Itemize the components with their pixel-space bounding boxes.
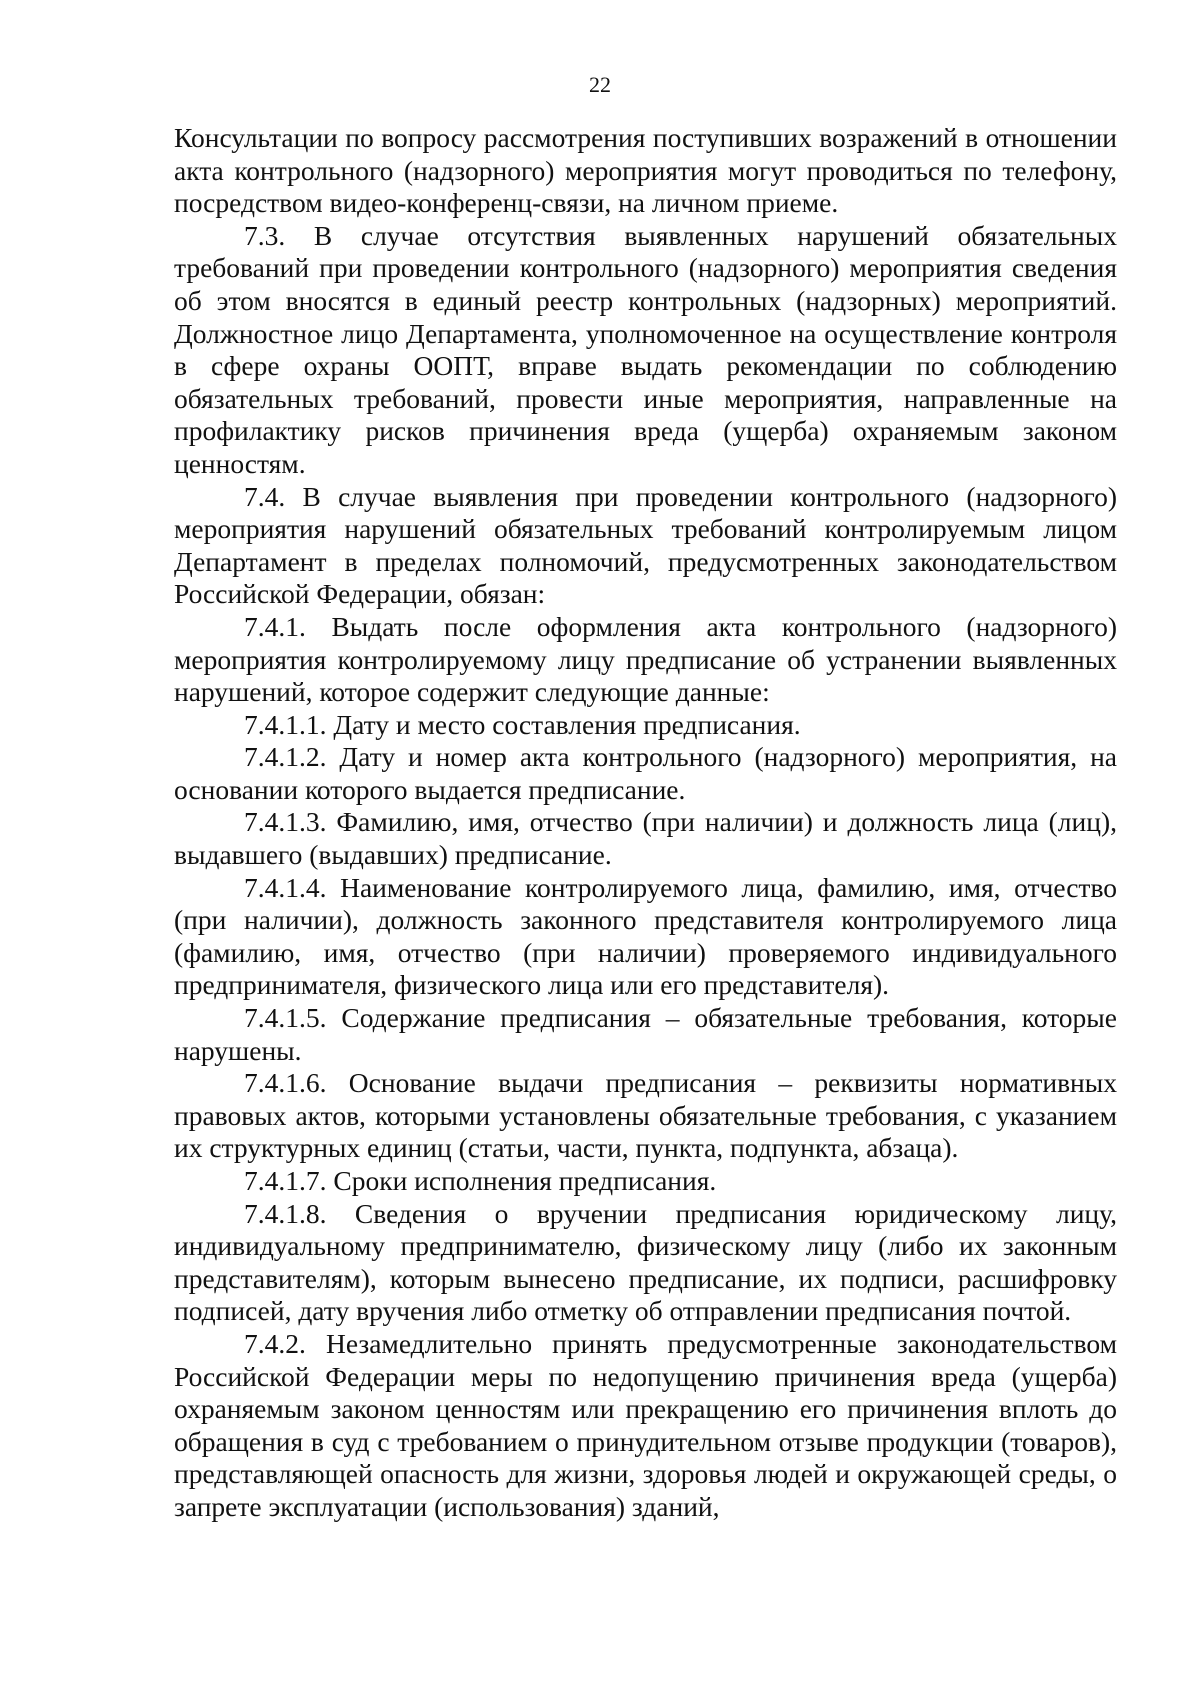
paragraph: 7.4. В случае выявления при проведении контрольного (надзорного) мероприятия нарушений обязательных требований контролируемым лицом Департамент в пределах полномочий, предусмотренных законодательством Российской Федерации, обязан: xyxy=(174,480,1117,610)
paragraph: 7.4.1.7. Сроки исполнения предписания. xyxy=(244,1165,717,1196)
paragraph: 7.4.2. Незамедлительно принять предусмотренные законодательством Российской Федерации меры по недопущению причинения вреда (ущерба) охраняемым законом ценностям или прекращению его причинения вплоть до обращения в суд с требованием о принудительном отзыве продукции (товаров), представляющей опасность для жизни, здоровья людей и окружающей среды, о запрете эксплуатации (использования) зданий, xyxy=(174,1327,1117,1522)
paragraph: Консультации по вопросу рассмотрения поступивших возражений в отношении акта контрольного (надзорного) мероприятия могут проводиться по телефону, посредством видео-конференц-связи, на личном приеме. xyxy=(174,122,1117,219)
paragraph: 7.3. В случае отсутствия выявленных нарушений обязательных требований при проведении контрольного (надзорного) мероприятия сведения об этом вносятся в единый реестр контрольных (надзорных) мероприятий. Должностное лицо Департамента, уполномоченное на осуществление контроля в сфере охраны ООПТ, вправе выдать рекомендации по соблюдению обязательных требований, провести иные мероприятия, направленные на профилактику рисков причинения вреда (ущерба) охраняемым законом ценностям. xyxy=(174,219,1117,479)
paragraph: 7.4.1.2. Дату и номер акта контрольного (надзорного) мероприятия, на основании которого выдается предписание. xyxy=(174,741,1117,805)
paragraph: 7.4.1.1. Дату и место составления предписания. xyxy=(244,708,801,740)
paragraph: 7.4.1.4. Наименование контролируемого лица, фамилию, имя, отчество (при наличии), должность законного представителя контролируемого лица (фамилию, имя, отчество (при наличии) проверяемого индивидуального предпринимателя, физического лица или его представителя). xyxy=(174,871,1117,1001)
page-number: 22 xyxy=(589,72,611,97)
paragraph: 7.4.1.5. Содержание предписания – обязательные требования, которые нарушены. xyxy=(174,1002,1117,1066)
paragraph: 7.4.1.6. Основание выдачи предписания – реквизиты нормативных правовых актов, которыми установлены обязательные требования, с указанием их структурных единиц (статьи, части, пункта, подпункта, абзаца). xyxy=(174,1067,1117,1164)
document-body xyxy=(174,122,1117,1524)
paragraph: 7.4.1.8. Сведения о вручении предписания юридическому лицу, индивидуальному предпринимателю, физическому лицу (либо их законным представителям), которым вынесено предписание, их подписи, расшифровку подписей, дату вручения либо отметку об отправлении предписания почтой. xyxy=(174,1197,1117,1327)
paragraph: 7.4.1. Выдать после оформления акта контрольного (надзорного) мероприятия контролируемому лицу предписание об устранении выявленных нарушений, которое содержит следующие данные: xyxy=(174,610,1117,708)
paragraph: 7.4.1.3. Фамилию, имя, отчество (при наличии) и должность лица (лиц), выдавшего (выдавших) предписание. xyxy=(174,806,1117,871)
